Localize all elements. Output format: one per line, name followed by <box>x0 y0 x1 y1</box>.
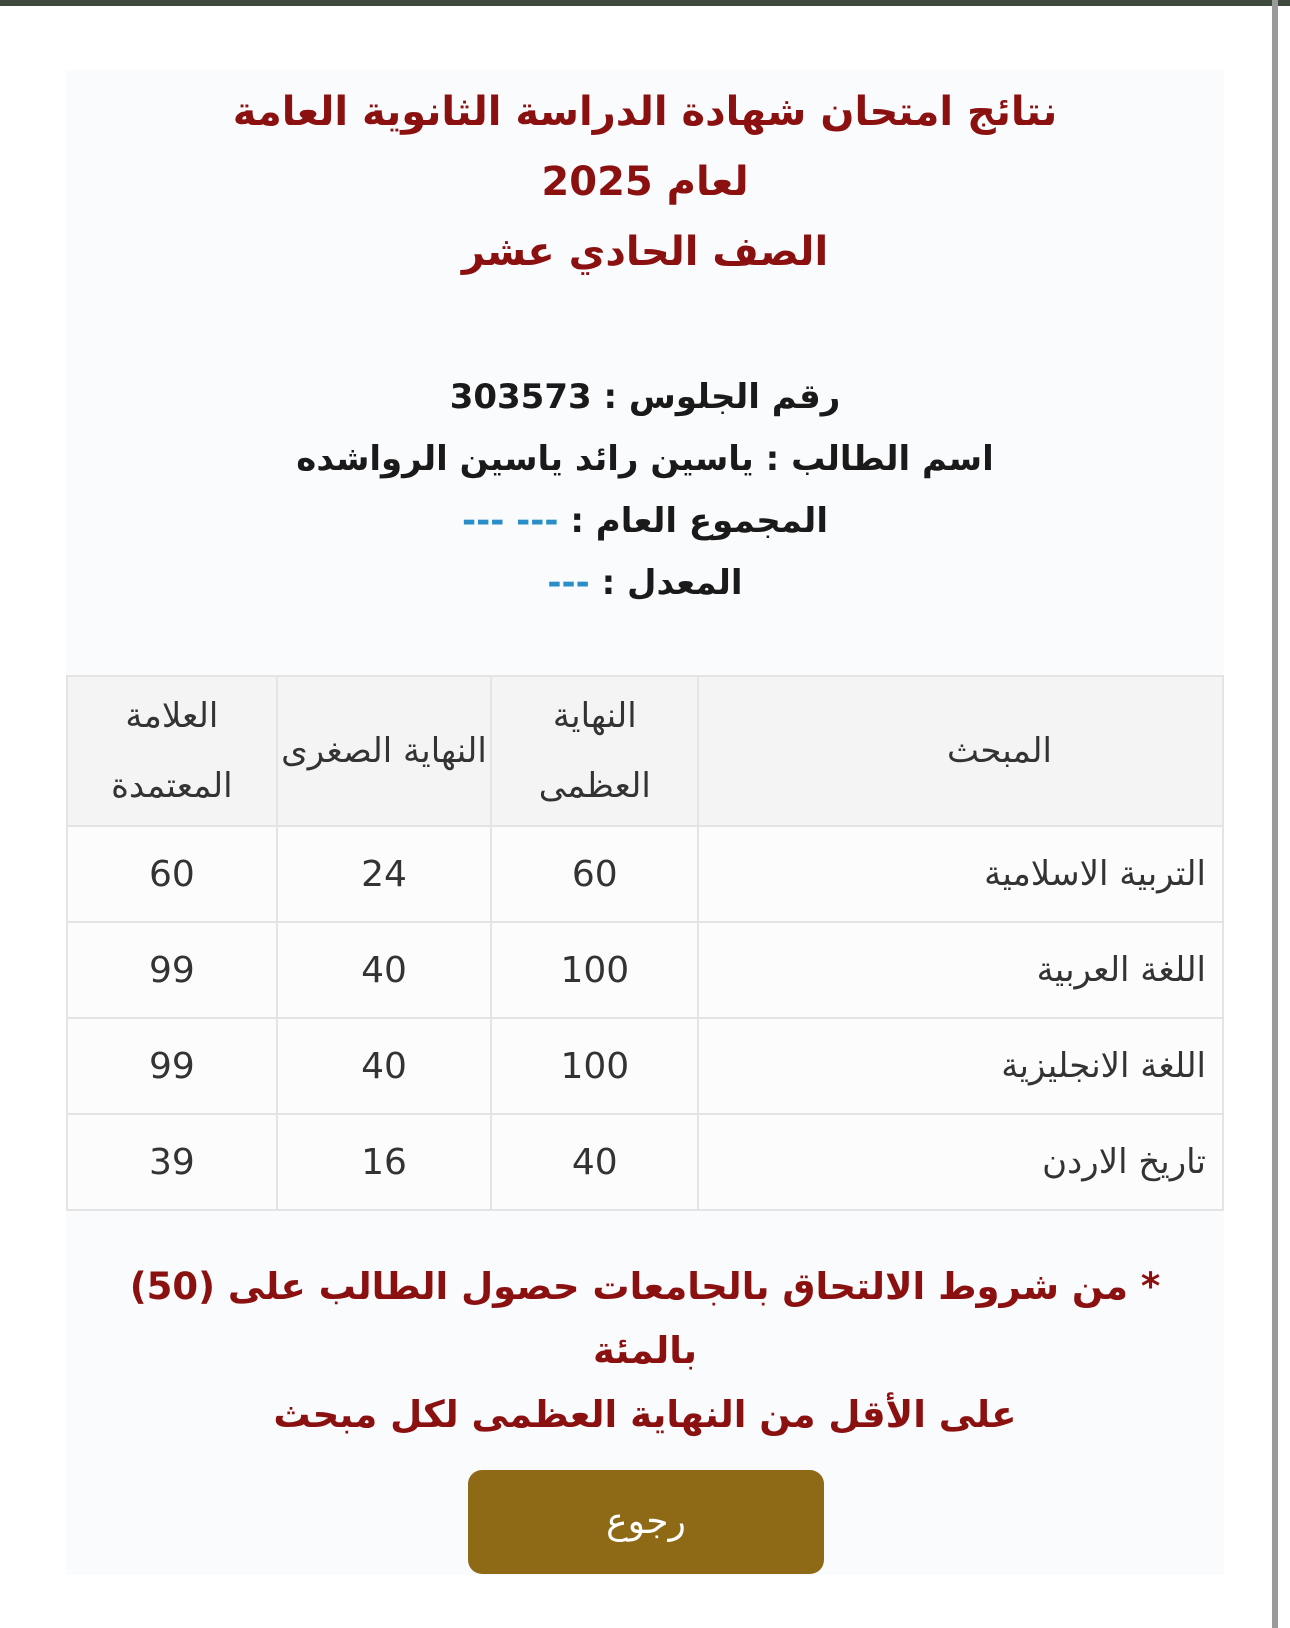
scrollbar-edge <box>1272 0 1278 1628</box>
total-label: المجموع العام : <box>570 501 828 541</box>
cell-subject: التربية الاسلامية <box>698 826 1223 922</box>
average-label: المعدل : <box>601 563 743 603</box>
cell-max: 100 <box>491 922 698 1018</box>
cell-subject: اللغة الانجليزية <box>698 1018 1223 1114</box>
cell-min: 16 <box>277 1114 491 1210</box>
cell-max: 40 <box>491 1114 698 1210</box>
admission-note-line2: على الأقل من النهاية العظمى لكل مبحث <box>273 1393 1017 1436</box>
total-row <box>66 496 1224 546</box>
admission-note <box>86 1255 1204 1447</box>
cell-subject: اللغة العربية <box>698 922 1223 1018</box>
cell-approved: 99 <box>67 1018 277 1114</box>
cell-min: 40 <box>277 922 491 1018</box>
page-title: نتائج امتحان شهادة الدراسة الثانوية العامة <box>232 89 1058 135</box>
cell-approved: 60 <box>67 826 277 922</box>
header-max: النهاية العظمى <box>491 676 698 826</box>
cell-subject: تاريخ الاردن <box>698 1114 1223 1210</box>
back-button[interactable]: رجوع <box>468 1470 824 1574</box>
average-row <box>66 558 1224 608</box>
student-name-label: اسم الطالب : <box>765 439 994 479</box>
top-bar <box>0 0 1290 6</box>
header-subject: المبحث <box>698 676 1223 826</box>
table-row <box>67 826 1223 922</box>
results-card <box>66 70 1224 1575</box>
admission-note-line1: * من شروط الالتحاق بالجامعات حصول الطالب على (50) بالمئة <box>129 1265 1161 1372</box>
average-value: --- <box>547 563 590 603</box>
cell-approved: 99 <box>67 922 277 1018</box>
cell-max: 60 <box>491 826 698 922</box>
student-name-row <box>66 434 1224 484</box>
student-name-value: ياسين رائد ياسين الرواشده <box>296 439 754 479</box>
cell-min: 40 <box>277 1018 491 1114</box>
table-header-row <box>67 676 1223 826</box>
total-value: --- --- <box>462 501 559 541</box>
cell-approved: 39 <box>67 1114 277 1210</box>
seat-number-value: 303573 <box>449 377 592 417</box>
seat-number-label: رقم الجلوس : <box>603 377 841 417</box>
grade-level: الصف الحادي عشر <box>461 229 829 275</box>
cell-min: 24 <box>277 826 491 922</box>
table-row <box>67 1018 1223 1114</box>
header-approved: العلامة المعتمدة <box>67 676 277 826</box>
table-row <box>67 1114 1223 1210</box>
table-row <box>67 922 1223 1018</box>
header-min: النهاية الصغرى <box>277 676 491 826</box>
cell-max: 100 <box>491 1018 698 1114</box>
seat-number-row <box>66 372 1224 422</box>
exam-year: لعام 2025 <box>541 159 749 205</box>
grades-table <box>66 675 1224 1211</box>
